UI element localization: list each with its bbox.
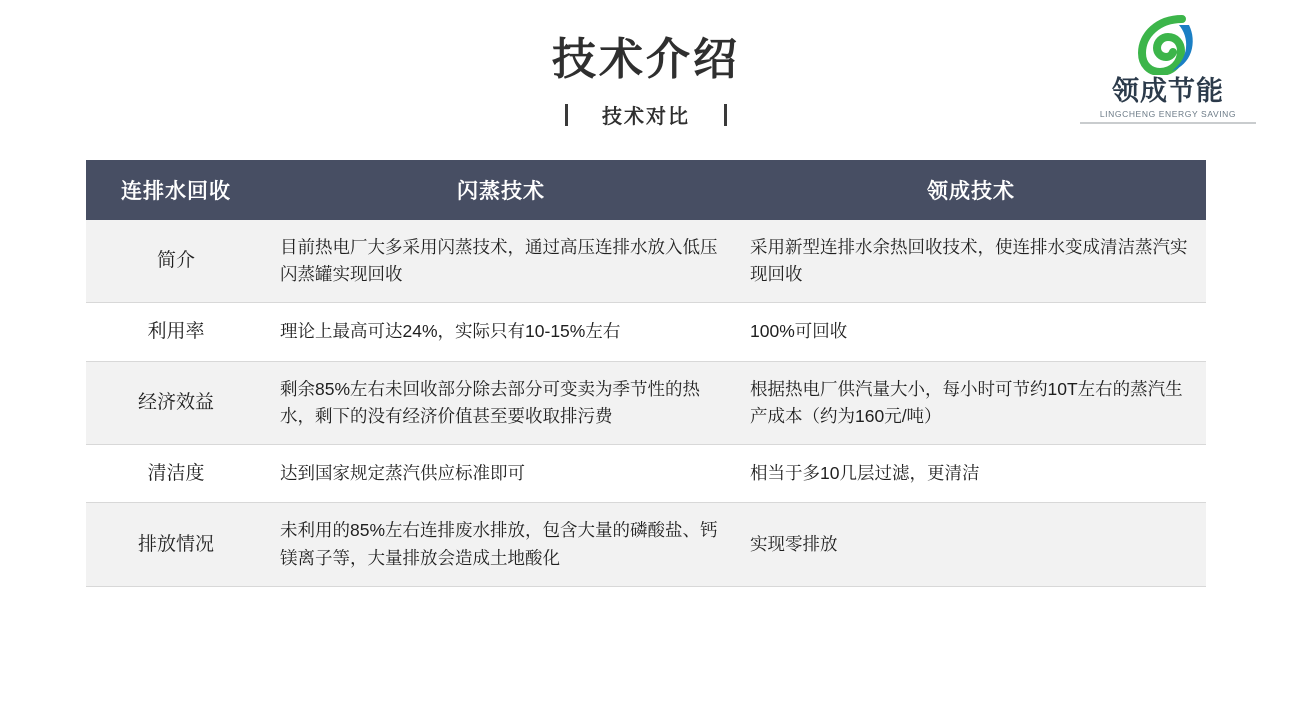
table-row: [86, 503, 1206, 586]
table-row: [86, 361, 1206, 444]
table-row: [86, 303, 1206, 361]
leaf-swirl-icon: [1080, 14, 1256, 76]
column-header-category: 连排水回收: [86, 160, 266, 220]
row-label: 利用率: [86, 303, 266, 361]
right-bar-decoration: [724, 104, 727, 126]
row-lingcheng-cell: 相当于多10几层过滤，更清洁: [736, 444, 1206, 502]
row-lingcheng-cell: 根据热电厂供汽量大小，每小时可节约10T左右的蒸汽生产成本（约为160元/吨）: [736, 361, 1206, 444]
row-lingcheng-cell: 100%可回收: [736, 303, 1206, 361]
logo-tagline: LINGCHENG ENERGY SAVING: [1099, 109, 1237, 119]
row-label: 清洁度: [86, 444, 266, 502]
row-lingcheng-cell: 采用新型连排水余热回收技术，使连排水变成清洁蒸汽实现回收: [736, 220, 1206, 303]
logo-divider: [1080, 122, 1256, 124]
column-header-lingcheng: 领成技术: [736, 160, 1206, 220]
comparison-table: [86, 160, 1206, 587]
row-lingcheng-cell: 实现零排放: [736, 503, 1206, 586]
left-bar-decoration: [565, 104, 568, 126]
row-label: 经济效益: [86, 361, 266, 444]
logo-name: 领成节能: [1112, 76, 1224, 107]
row-flash-cell: 剩余85%左右未回收部分除去部分可变卖为季节性的热水，剩下的没有经济价值甚至要收取排污费: [266, 361, 736, 444]
company-logo: [1080, 14, 1256, 124]
row-flash-cell: 达到国家规定蒸汽供应标准即可: [266, 444, 736, 502]
column-header-flash: 闪蒸技术: [266, 160, 736, 220]
table-body: [86, 220, 1206, 586]
row-flash-cell: 目前热电厂大多采用闪蒸技术，通过高压连排水放入低压闪蒸罐实现回收: [266, 220, 736, 303]
table-header: [86, 160, 1206, 220]
table-row: [86, 444, 1206, 502]
row-flash-cell: 理论上最高可达24%，实际只有10-15%左右: [266, 303, 736, 361]
row-label: 排放情况: [86, 503, 266, 586]
table-row: [86, 220, 1206, 303]
page-title: 技术介绍: [552, 34, 740, 85]
table-header-row: [86, 160, 1206, 220]
row-flash-cell: 未利用的85%左右连排废水排放，包含大量的磷酸盐、钙镁离子等，大量排放会造成土地酸化: [266, 503, 736, 586]
page-subtitle: 技术对比: [602, 106, 690, 129]
row-label: 简介: [86, 220, 266, 303]
